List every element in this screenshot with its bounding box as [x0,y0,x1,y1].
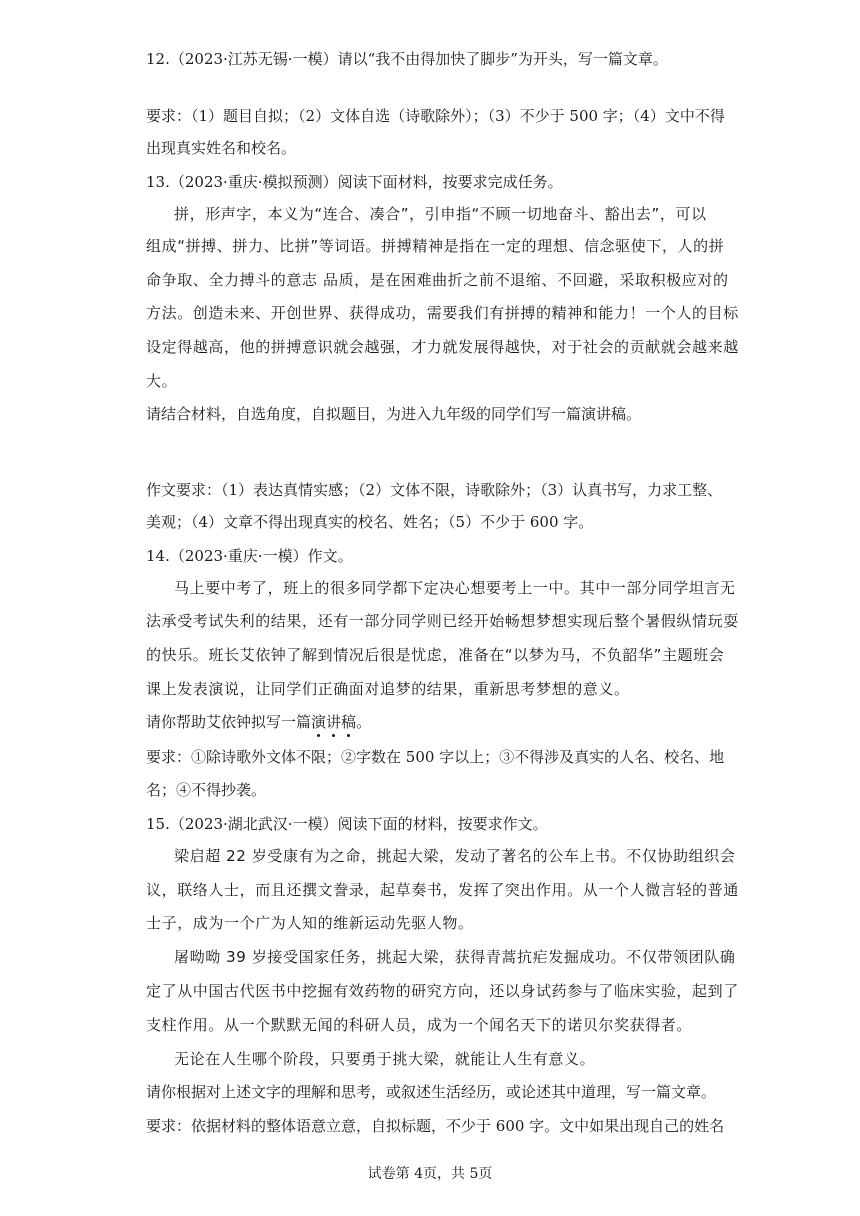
q13-material-line: 方法。创造未来、开创世界、获得成功，需要我们有拼搏的精神和能力！一个人的目标 [146,304,739,322]
q12-requirements-cont: 出现真实姓名和校名。 [146,139,297,157]
q13-task: 请结合材料，自选角度，自拟题目，为进入九年级的同学们写一篇演讲稿。 [146,405,642,423]
page-footer: 试卷第 4页，共 5页 [367,1166,493,1182]
q13-heading: 13.（2023·重庆·模拟预测）阅读下面材料，按要求完成任务。 [146,173,563,191]
q13-requirements-cont: 美观；（4）文章不得出现真实的校名、姓名；（5）不少于 600 字。 [146,513,594,531]
q14-material-line: 课上发表演说，让同学们正确面对追梦的结果，重新思考梦想的意义。 [146,680,630,698]
q14-task [146,712,371,732]
q14-task-end: 。 [356,713,372,731]
q15-material-line: 无论在人生哪个阶段，只要勇于挑大梁，就能让人生有意义。 [174,1050,596,1068]
q13-material-line: 拼，形声字，本义为“连合、凑合”，引申指“不顾一切地奋斗、豁出去”，可以 [174,205,707,223]
q14-requirements: 要求：①除诗歌外文体不限；②字数在 500 字以上；③不得涉及真实的人名、校名、地 [146,748,725,766]
q12-prompt: 12.（2023·江苏无锡·一模）请以“我不由得加快了脚步”为开头，写一篇文章。 [146,50,668,68]
q14-material-line: 马上要中考了，班上的很多同学都下定决心想要考上一中。其中一部分同学坦言无 [174,579,736,597]
q15-material-line: 士子，成为一个广为人知的维新运动先驱人物。 [146,914,474,932]
q15-material-line: 屠呦呦 39 岁接受国家任务，挑起大梁，获得青蒿抗疟发掘成功。不仅带领团队确 [174,948,736,966]
q15-task: 请你根据对上述文字的理解和思考，或叙述生活经历，或论述其中道理，写一篇文章。 [146,1083,717,1101]
q15-material-line: 议，联络人士，而且还撰文誊录，起草奏书，发挥了突出作用。从一个人微言轻的普通 [146,881,739,899]
q15-heading: 15.（2023·湖北武汉·一模）阅读下面的材料，按要求作文。 [146,815,548,833]
q13-requirements: 作文要求：（1）表达真情实感；（2）文体不限，诗歌除外；（3）认真书写，力求工整、 [146,481,723,499]
emphasis-char: 演 [311,713,327,731]
q14-material-line: 法承受考试失利的结果，还有一部分同学则已经开始畅想梦想实现后整个暑假纵情玩耍 [146,612,739,630]
emphasis-char: 稿 [341,713,357,731]
q14-heading: 14.（2023·重庆·一模）作文。 [146,547,353,565]
q14-requirements-cont: 名；④不得抄袭。 [146,781,267,799]
emphasis-char: 讲 [326,713,342,731]
q14-material-line: 的快乐。班长艾依钟了解到情况后很是忧虑，准备在“以梦为马，不负韶华”主题班会 [146,646,725,664]
q13-material-line: 设定得越高，他的拼搏意识就会越强，才力就发展得越快，对于社会的贡献就会越来越 [146,338,739,356]
q12-requirements: 要求：（1）题目自拟；（2）文体自选（诗歌除外）；（3）不少于 500 字；（4）文中不得 [146,107,725,125]
q15-requirements: 要求：依据材料的整体语意立意，自拟标题，不少于 600 字。文中如果出现自己的姓名 [146,1117,725,1135]
q15-material-line: 支柱作用。从一个默默无闻的科研人员，成为一个闻名天下的诺贝尔奖获得者。 [146,1016,693,1034]
q13-material-line: 大。 [146,372,178,390]
q13-material-line: 命争取、全力搏斗的意志 品质，是在困难曲折之前不退缩、不回避，采取积极应对的 [146,271,729,289]
q14-task-text: 请你帮助艾依钟拟写一篇 [146,713,312,731]
q13-material-line: 组成“拼搏、拼力、比拼”等词语。拼搏精神是指在一定的理想、信念驱使下，人的拼 [146,237,725,255]
q15-material-line: 定了从中国古代医书中挖掘有效药物的研究方向，还以身试药参与了临床实验，起到了 [146,982,739,1000]
q15-material-line: 梁启超 22 岁受康有为之命，挑起大梁，发动了著名的公车上书。不仅协助组织会 [174,847,736,865]
